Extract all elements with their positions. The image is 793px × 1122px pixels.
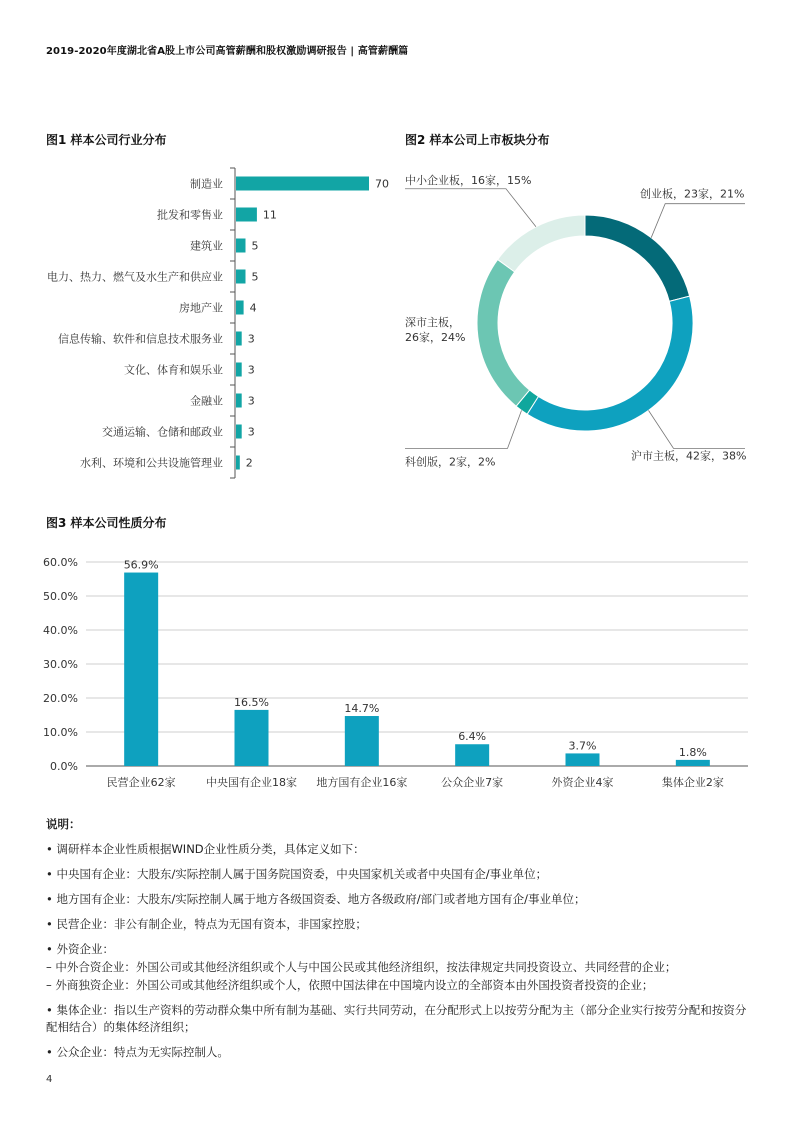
bar [236, 425, 242, 439]
note-subitem: – 中外合资企业：外国公司或其他经济组织或个人与中国公民或其他经济组织，按法律规定共同投资设立、共同经营的企业； [46, 960, 677, 974]
leader-line [405, 410, 522, 448]
y-tick-label: 10.0% [43, 726, 78, 739]
category-label: 文化、体育和娱乐业 [124, 363, 223, 377]
bar [236, 239, 246, 253]
bar [345, 716, 379, 766]
slice-label: 创业板，23家，21% [640, 187, 745, 201]
donut-slice [585, 215, 690, 301]
category-label: 外资企业4家 [551, 776, 614, 789]
y-tick-label: 60.0% [43, 556, 78, 569]
category-label: 电力、热力、燃气及水生产和供应业 [47, 270, 223, 284]
value-label: 16.5% [234, 695, 269, 709]
category-label: 房地产业 [179, 301, 223, 315]
category-label: 中央国有企业18家 [206, 776, 297, 789]
category-label: 公众企业7家 [441, 776, 504, 789]
bar [236, 332, 242, 346]
category-label: 金融业 [190, 394, 223, 408]
value-label: 11 [262, 208, 277, 222]
category-label: 批发和零售业 [157, 208, 223, 222]
bar [676, 760, 710, 766]
note-item: • 民营企业：非公有制企业，特点为无国有资本，非国家控股； [46, 917, 367, 931]
value-label: 70 [375, 177, 389, 191]
category-label: 建筑业 [190, 239, 223, 253]
industry-bar-chart [0, 160, 395, 480]
value-label: 2 [245, 456, 253, 470]
note-item: • 外资企业： [46, 942, 114, 956]
value-label: 3.7% [568, 739, 597, 753]
bar [235, 710, 269, 766]
bar [236, 301, 244, 315]
value-label: 56.9% [123, 558, 159, 572]
bar [124, 573, 158, 766]
bar [236, 208, 257, 222]
value-label: 3 [247, 425, 255, 439]
page-number: 4 [46, 1074, 53, 1085]
bar [236, 456, 240, 470]
category-label: 地方国有企业16家 [316, 776, 408, 789]
board-donut-chart [395, 160, 775, 480]
slice-label: 中小企业板，16家，15% [405, 174, 532, 187]
category-label: 民营企业62家 [106, 776, 176, 789]
note-subitem: – 外商独资企业：外国公司或其他经济组织或个人，依照中国法律在中国境内设立的全部资本由外国投资者投资的企业； [46, 978, 654, 992]
donut-slice [527, 296, 693, 431]
y-tick-label: 40.0% [43, 624, 78, 637]
y-tick-label: 50.0% [43, 590, 78, 603]
slice-label: 26家，24% [405, 331, 466, 344]
value-label: 3 [247, 394, 255, 408]
figure-2-title: 图2 样本公司上市板块分布 [405, 133, 550, 147]
category-label: 信息传输、软件和信息技术服务业 [58, 332, 223, 346]
bar [455, 744, 489, 766]
note-item: • 公众企业：特点为无实际控制人。 [46, 1045, 229, 1059]
category-label: 水利、环境和公共设施管理业 [80, 456, 223, 470]
y-tick-label: 30.0% [43, 658, 78, 671]
note-item: • 中央国有企业：大股东/实际控制人属于国务院国资委，中央国家机关或者中央国有企/事业单位； [46, 867, 548, 881]
bar [236, 270, 246, 284]
note-item: • 地方国有企业：大股东/实际控制人属于地方各级国资委、地方各级政府/部门或者地方国有企/事业单位； [46, 892, 586, 906]
category-label: 交通运输、仓储和邮政业 [102, 425, 223, 439]
notes-section [46, 816, 751, 1069]
y-tick-label: 20.0% [43, 692, 78, 705]
value-label: 5 [251, 270, 259, 284]
donut-slice [498, 215, 585, 272]
note-item-foreign [46, 941, 751, 994]
category-label: 制造业 [190, 177, 223, 191]
value-label: 1.8% [678, 745, 707, 759]
bar [566, 753, 600, 766]
note-item: • 调研样本企业性质根据WIND企业性质分类，具体定义如下： [46, 842, 365, 856]
leader-line [648, 410, 745, 448]
ownership-bar-chart [0, 550, 793, 800]
value-label: 6.4% [458, 730, 487, 744]
category-label: 集体企业2家 [661, 776, 724, 789]
value-label: 5 [251, 239, 259, 253]
leader-line [651, 204, 745, 238]
value-label: 4 [249, 301, 257, 315]
slice-label: 科创版，2家，2% [405, 455, 496, 469]
y-tick-label: 0.0% [50, 760, 78, 773]
bar [236, 394, 242, 408]
note-item: • 集体企业：指以生产资料的劳动群众集中所有制为基础、实行共同劳动，在分配形式上以按劳分配为主（部分企业实行按劳分配和按资分配相结合）的集体经济组织； [46, 1003, 747, 1034]
value-label: 14.7% [344, 702, 380, 716]
slice-label: 沪市主板，42家，38% [631, 449, 747, 463]
bar [236, 363, 242, 377]
bar [236, 177, 369, 191]
figure-1-title: 图1 样本公司行业分布 [46, 133, 167, 147]
slice-label: 深市主板， [405, 316, 460, 329]
value-label: 3 [247, 363, 255, 377]
page-header: 2019-2020年度湖北省A股上市公司高管薪酬和股权激励调研报告 | 高管薪酬篇 [46, 46, 409, 57]
donut-slice [477, 260, 530, 407]
value-label: 3 [247, 332, 255, 346]
leader-line [405, 189, 536, 227]
notes-title: 说明： [46, 817, 81, 831]
figure-3-title: 图3 样本公司性质分布 [46, 516, 167, 530]
